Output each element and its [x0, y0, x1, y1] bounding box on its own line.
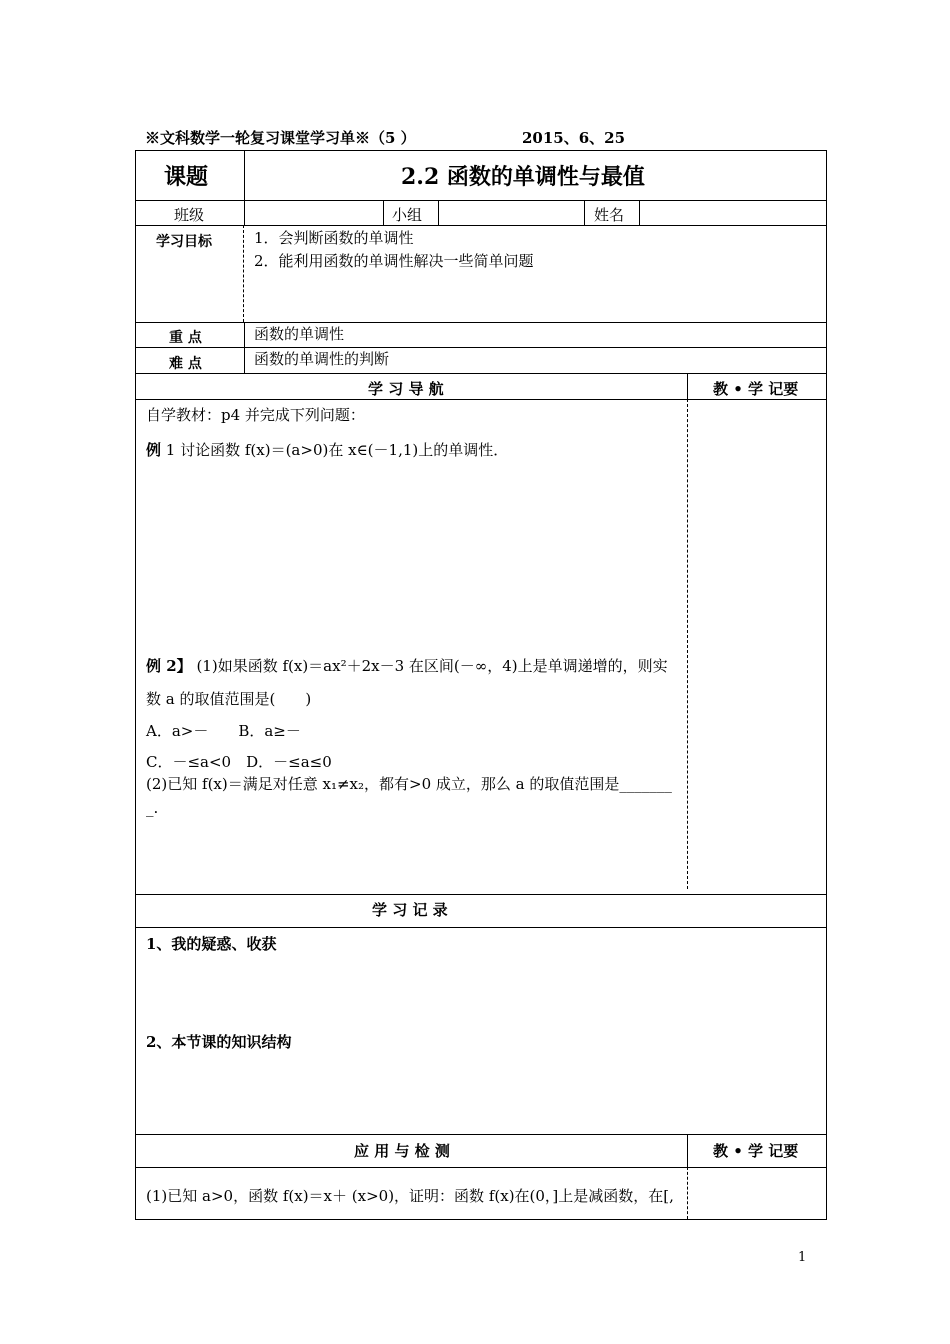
example-2-line2: 数 a 的取值范围是( ) — [146, 690, 312, 708]
goals-label: 学习目标 — [156, 234, 212, 250]
navigation-title: 学 习 导 航 — [368, 380, 444, 398]
example-1: 例 1 讨论函数 f(x)＝(a>0)在 x∈(－1,1)上的单调性． — [146, 441, 509, 459]
example-2-part2-end: _. — [146, 799, 159, 817]
self-study-intro: 自学教材：p4 并完成下列问题： — [146, 406, 365, 424]
lesson-table — [135, 150, 827, 1220]
difficult-point-label: 难 点 — [169, 356, 202, 372]
topic-title: 2.2 函数的单调性与最值 — [401, 164, 645, 190]
topic-label: 课题 — [164, 164, 209, 190]
application-problem: (1)已知 a>0，函数 f(x)＝x＋ (x>0)，证明：函数 f(x)在(0，]上是减函数，在[, — [146, 1187, 674, 1205]
page-number: 1 — [798, 1250, 807, 1265]
goal-item: 2．能利用函数的单调性解决一些简单问题 — [254, 252, 534, 270]
example-2-options-ab: A．a>－ B．a≥－ — [146, 722, 301, 740]
example-2-line1: 例 2】 (1)如果函数 f(x)＝ax²＋2x－3 在区间(－∞，4)上是单调递增的，则实 — [146, 657, 668, 675]
application-notes-label: 教 • 学 记要 — [713, 1142, 799, 1160]
record-question-2: 2、本节课的知识结构 — [146, 1033, 292, 1051]
application-title: 应 用 与 检 测 — [354, 1142, 450, 1160]
example-2-options-cd: C．－≤a<0 D．－≤a≤0 — [146, 753, 332, 771]
name-label: 姓名 — [594, 206, 625, 224]
document-header-date: 2015、6、25 — [522, 129, 626, 147]
navigation-notes-label: 教 • 学 记要 — [713, 380, 799, 398]
difficult-point-value: 函数的单调性的判断 — [254, 350, 390, 368]
group-label: 小组 — [392, 206, 423, 224]
goal-item: 1．会判断函数的单调性 — [254, 229, 414, 247]
key-point-value: 函数的单调性 — [254, 325, 345, 343]
class-label: 班级 — [174, 206, 205, 224]
record-question-1: 1、我的疑惑、收获 — [146, 935, 277, 953]
record-title: 学 习 记 录 — [372, 901, 448, 919]
document-header-title: ※文科数学一轮复习课堂学习单※（5 ） — [145, 129, 416, 147]
example-2-part2: (2)已知 f(x)＝满足对任意 x₁≠x₂，都有>0 成立，那么 a 的取值范围是_______ — [146, 775, 672, 793]
key-point-label: 重 点 — [169, 330, 202, 346]
